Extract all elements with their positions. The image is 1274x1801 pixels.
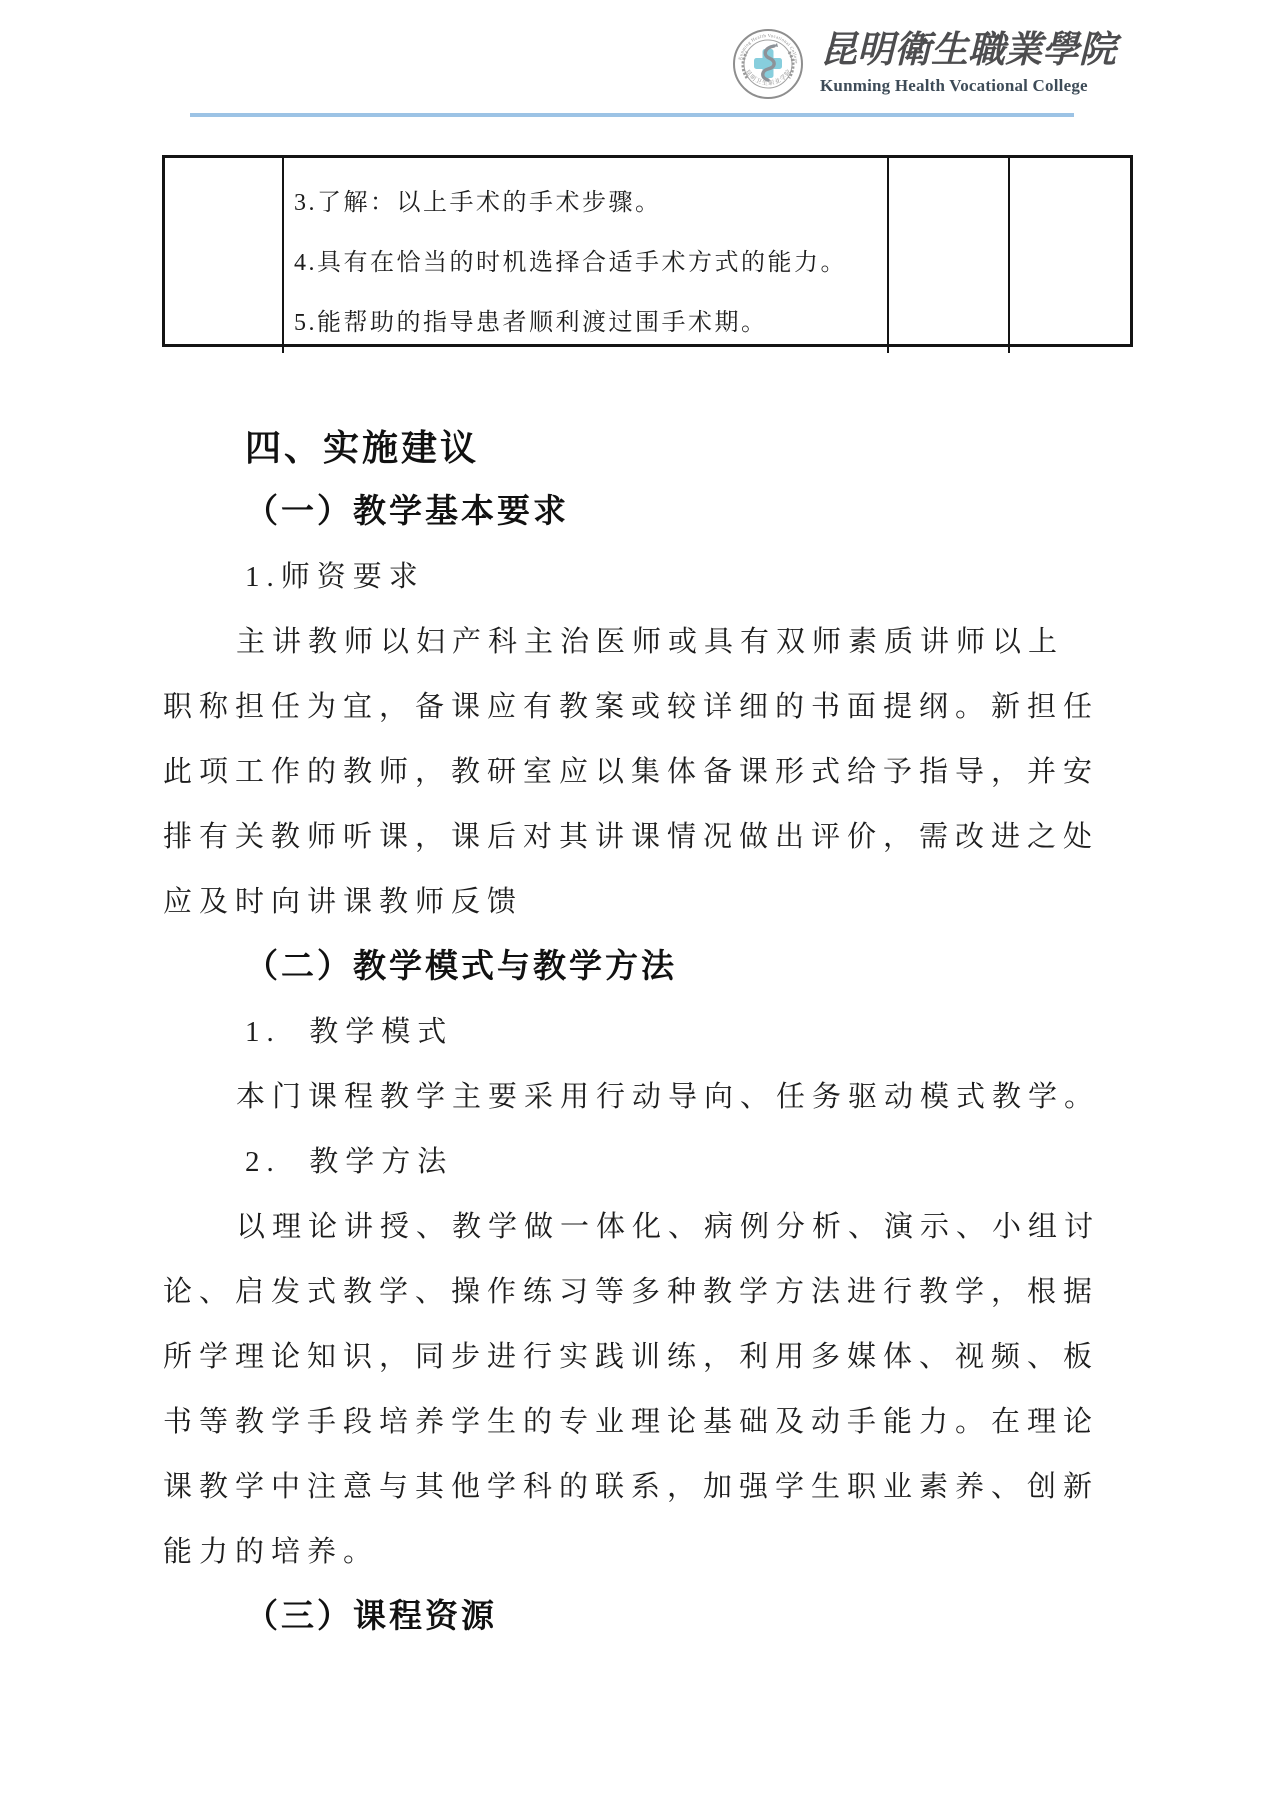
text-line: 应及时向讲课教师反馈 (163, 886, 524, 918)
text-line: 2. 教学方法 (245, 1146, 454, 1178)
text-line: 本门课程教学主要采用行动导向、任务驱动模式教学。 (236, 1081, 1101, 1113)
text-line: 排有关教师听课，课后对其讲课情况做出评价，需改进之处 (163, 821, 1100, 853)
svg-text:Kunming Health Vocational Coll: Kunming Health Vocational College (737, 32, 800, 64)
text-line: 主讲教师以妇产科主治医师或具有双师素质讲师以上 (236, 626, 1065, 658)
section-heading: （一）教学基本要求 (245, 494, 569, 530)
header-divider-rule (190, 113, 1074, 117)
text-line: 此项工作的教师，教研室应以集体备课形式给予指导，并安 (163, 756, 1100, 788)
objective-line: 4.具有在恰当的时机选择合适手术方式的能力。 (294, 250, 847, 276)
page-header (0, 0, 1274, 120)
content-lines (163, 415, 1115, 1650)
objective-line: 3.了解：以上手术的手术步骤。 (294, 190, 662, 216)
text-line: 职称担任为宜，备课应有教案或较详细的书面提纲。新担任 (163, 691, 1100, 723)
text-line: 1. 教学模式 (245, 1016, 454, 1048)
college-name-english: Kunming Health Vocational College (820, 76, 1088, 95)
text-line: 所学理论知识，同步进行实践训练，利用多媒体、视频、板 (163, 1341, 1100, 1373)
objectives-table (162, 155, 1133, 347)
college-seal-icon (731, 26, 805, 102)
text-line: 1.师资要求 (245, 561, 425, 593)
text-line: 课教学中注意与其他学科的联系，加强学生职业素养、创新 (163, 1471, 1100, 1503)
college-name-block (820, 28, 1120, 96)
text-line: 以理论讲授、教学做一体化、病例分析、演示、小组讨 (236, 1211, 1101, 1243)
text-line: 论、启发式教学、操作练习等多种教学方法进行教学，根据 (163, 1276, 1100, 1308)
svg-text:昆明卫生职业学院: 昆明卫生职业学院 (743, 68, 794, 88)
text-line: 能力的培养。 (163, 1536, 380, 1568)
section-heading: （三）课程资源 (245, 1599, 497, 1635)
objective-line: 5.能帮助的指导患者顺利渡过围手术期。 (294, 310, 768, 336)
table-cell-empty-left (165, 158, 284, 353)
section-heading: （二）教学模式与教学方法 (245, 949, 677, 985)
college-name-calligraphy: 昆明衛生職業學院 (820, 30, 1116, 71)
objectives-cell (284, 158, 889, 353)
table-cell-empty-mid (889, 158, 1010, 353)
table-cell-empty-right (1010, 158, 1130, 353)
text-line: 书等教学手段培养学生的专业理论基础及动手能力。在理论 (163, 1406, 1100, 1438)
section-heading: 四、实施建议 (245, 427, 480, 468)
